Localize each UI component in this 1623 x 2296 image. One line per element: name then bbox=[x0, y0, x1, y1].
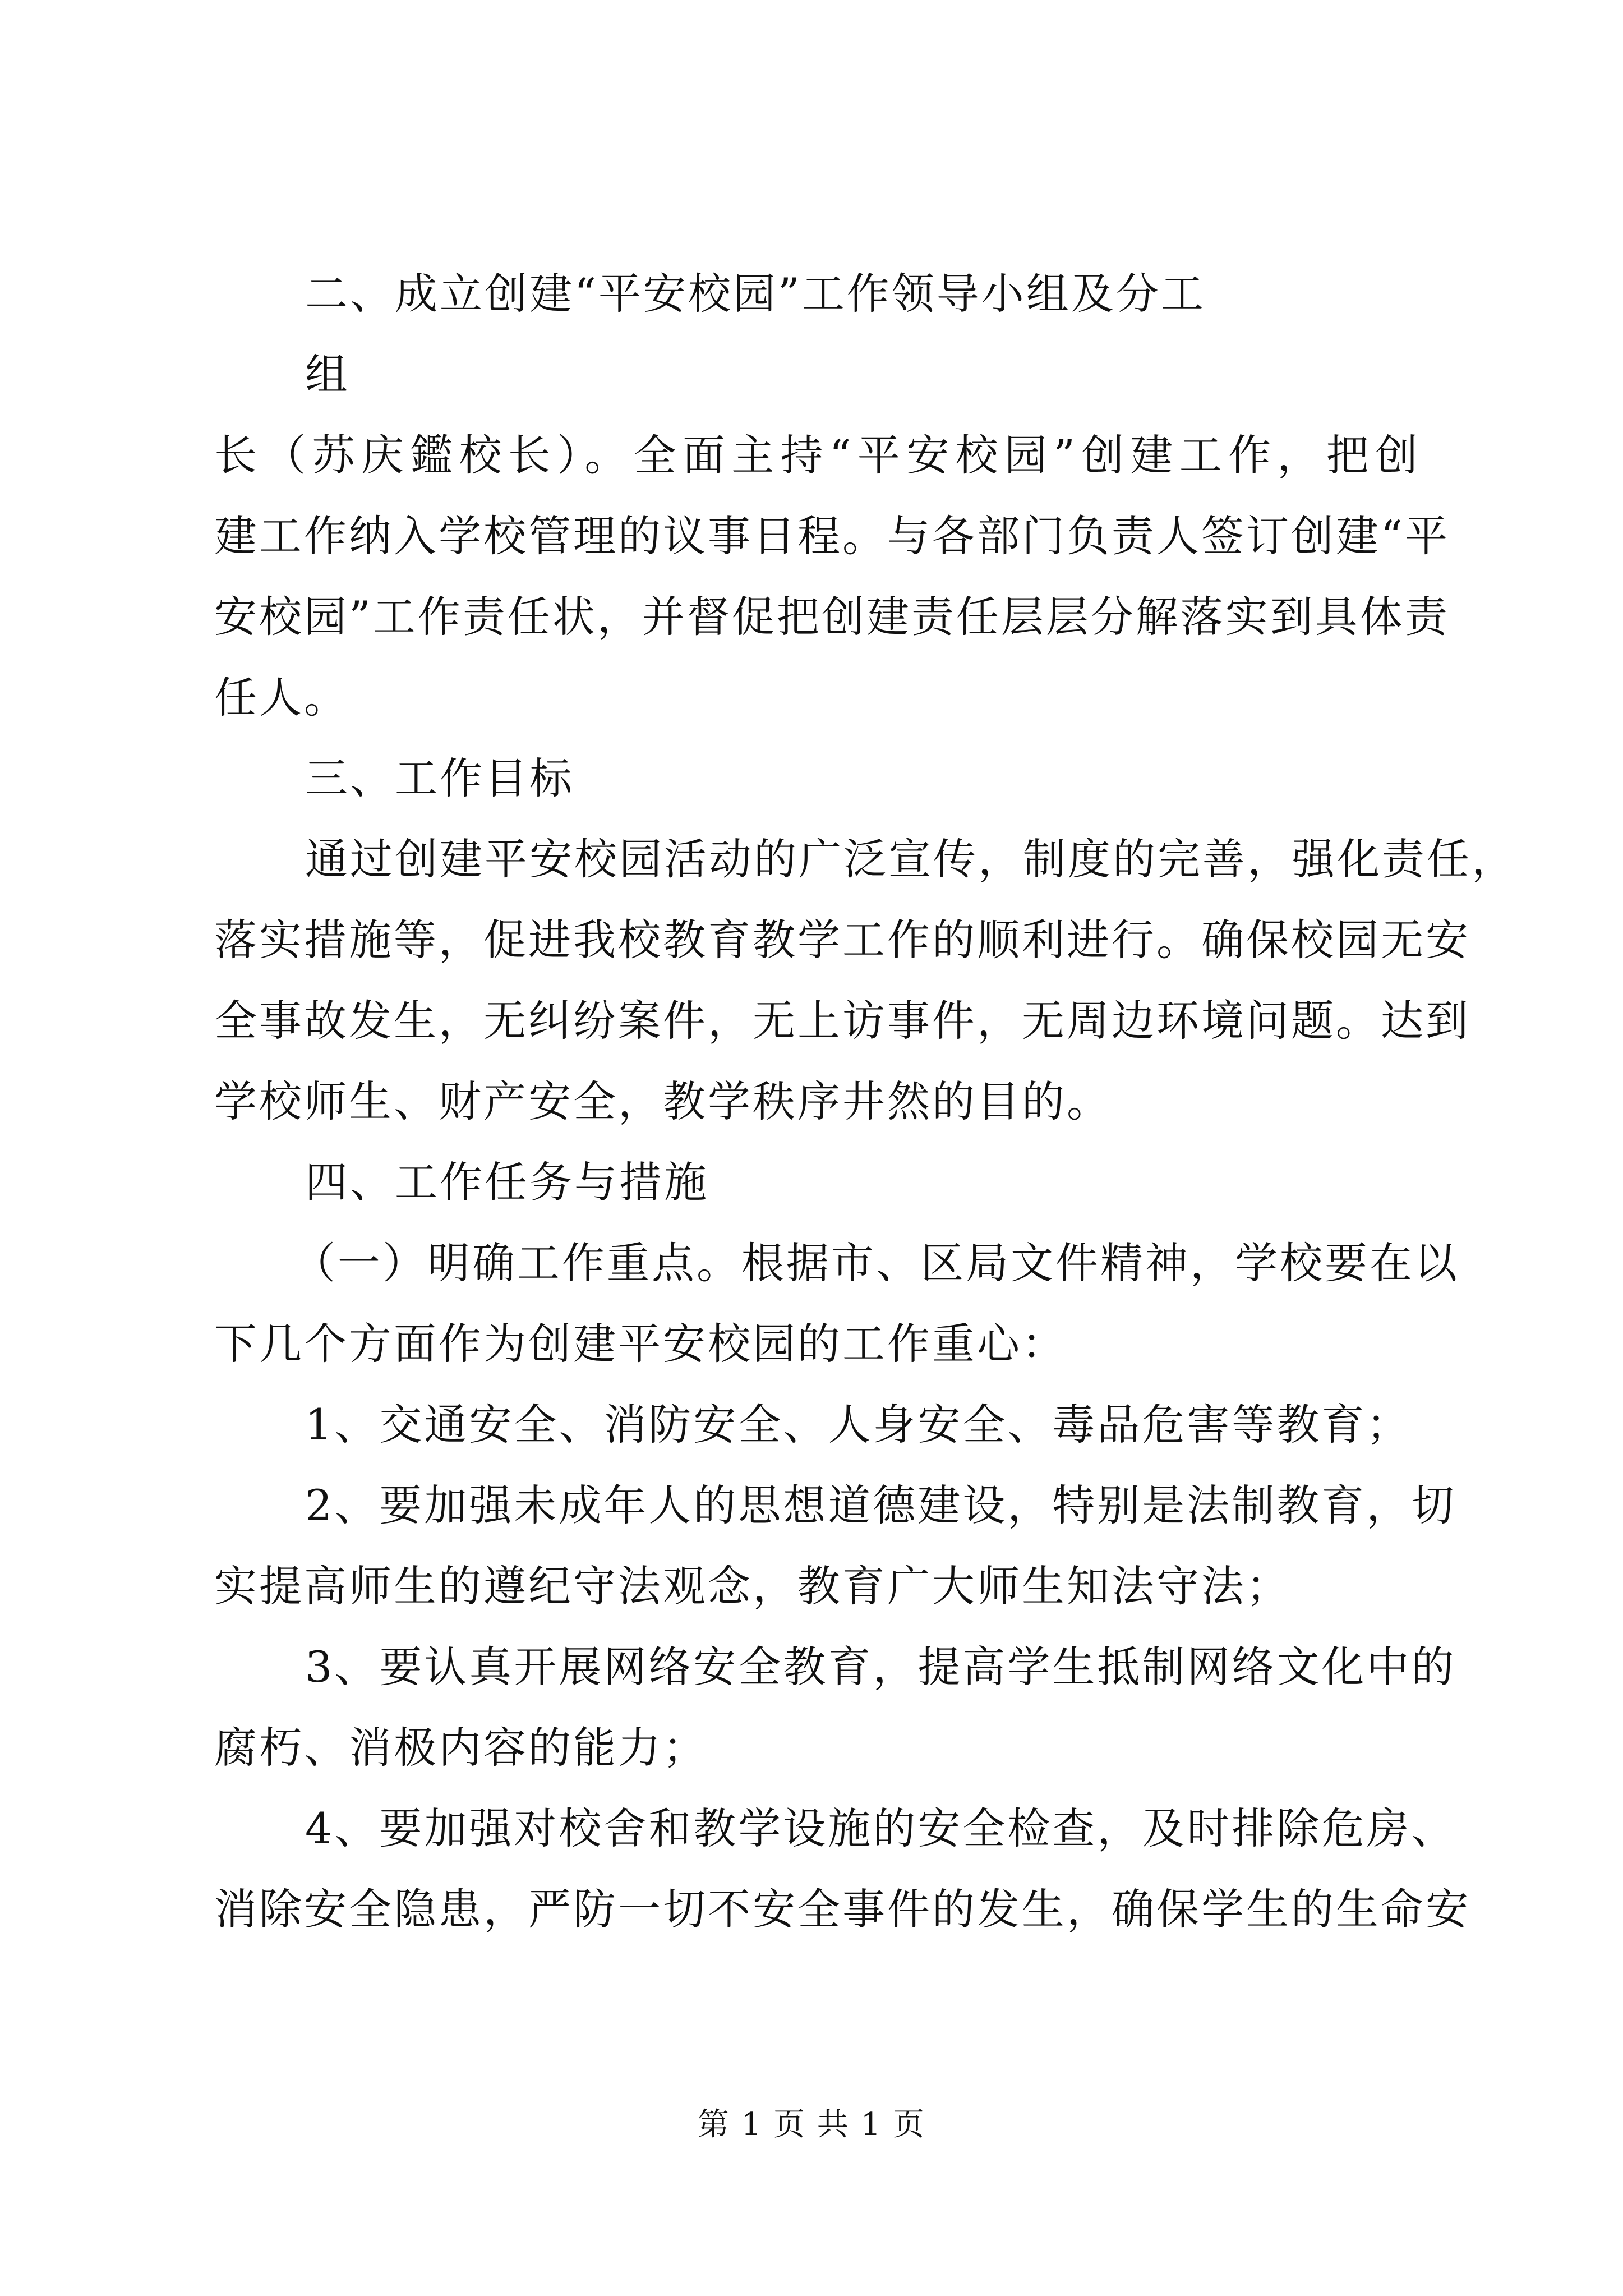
section-heading-2: 二、成立创建“平安校园”工作领导小组及分工 bbox=[305, 269, 1206, 319]
text-line: 下几个方面作为创建平安校园的工作重心： bbox=[214, 1319, 1067, 1369]
text-line: 安校园”工作责任状，并督促把创建责任层层分解落实到具体责 bbox=[214, 592, 1450, 642]
section-heading-4: 四、工作任务与措施 bbox=[305, 1157, 709, 1207]
text-line: 任人。 bbox=[214, 673, 349, 723]
text-line: 长（苏庆鑑校长）。全面主持“平安校园”创建工作，把创 bbox=[214, 430, 1420, 480]
text-line: 学校师生、财产安全，教学秩序井然的目的。 bbox=[214, 1076, 1112, 1126]
text-line: 全事故发生，无纠纷案件，无上访事件，无周边环境问题。达到 bbox=[214, 996, 1470, 1046]
document-body bbox=[214, 254, 1516, 1950]
section-heading-3: 三、工作目标 bbox=[305, 753, 574, 803]
list-item-2: 2、要加强未成年人的思想道德建设，特别是法制教育，切 bbox=[305, 1480, 1456, 1530]
text-line: （一）明确工作重点。根据市、区局文件精神，学校要在以 bbox=[293, 1238, 1459, 1288]
text-line: 通过创建平安校园活动的广泛宣传，制度的完善，强化责任， bbox=[305, 834, 1516, 884]
text-line: 组 bbox=[305, 349, 350, 399]
text-line: 消除安全隐患，严防一切不安全事件的发生，确保学生的生命安 bbox=[214, 1884, 1470, 1934]
text-line: 落实措施等，促进我校教育教学工作的顺利进行。确保校园无安 bbox=[214, 915, 1470, 965]
list-item-3: 3、要认真开展网络安全教育，提高学生抵制网络文化中的 bbox=[305, 1642, 1456, 1692]
page-number-footer: 第 1 页 共 1 页 bbox=[697, 2106, 926, 2143]
text-line: 实提高师生的遵纪守法观念，教育广大师生知法守法； bbox=[214, 1561, 1291, 1611]
text-line: 腐朽、消极内容的能力； bbox=[214, 1723, 708, 1773]
list-item-1: 1、交通安全、消防安全、人身安全、毒品危害等教育； bbox=[305, 1400, 1412, 1450]
list-item-4: 4、要加强对校舍和教学设施的安全检查，及时排除危房、 bbox=[305, 1803, 1456, 1853]
text-line: 建工作纳入学校管理的议事日程。与各部门负责人签订创建“平 bbox=[214, 511, 1450, 561]
